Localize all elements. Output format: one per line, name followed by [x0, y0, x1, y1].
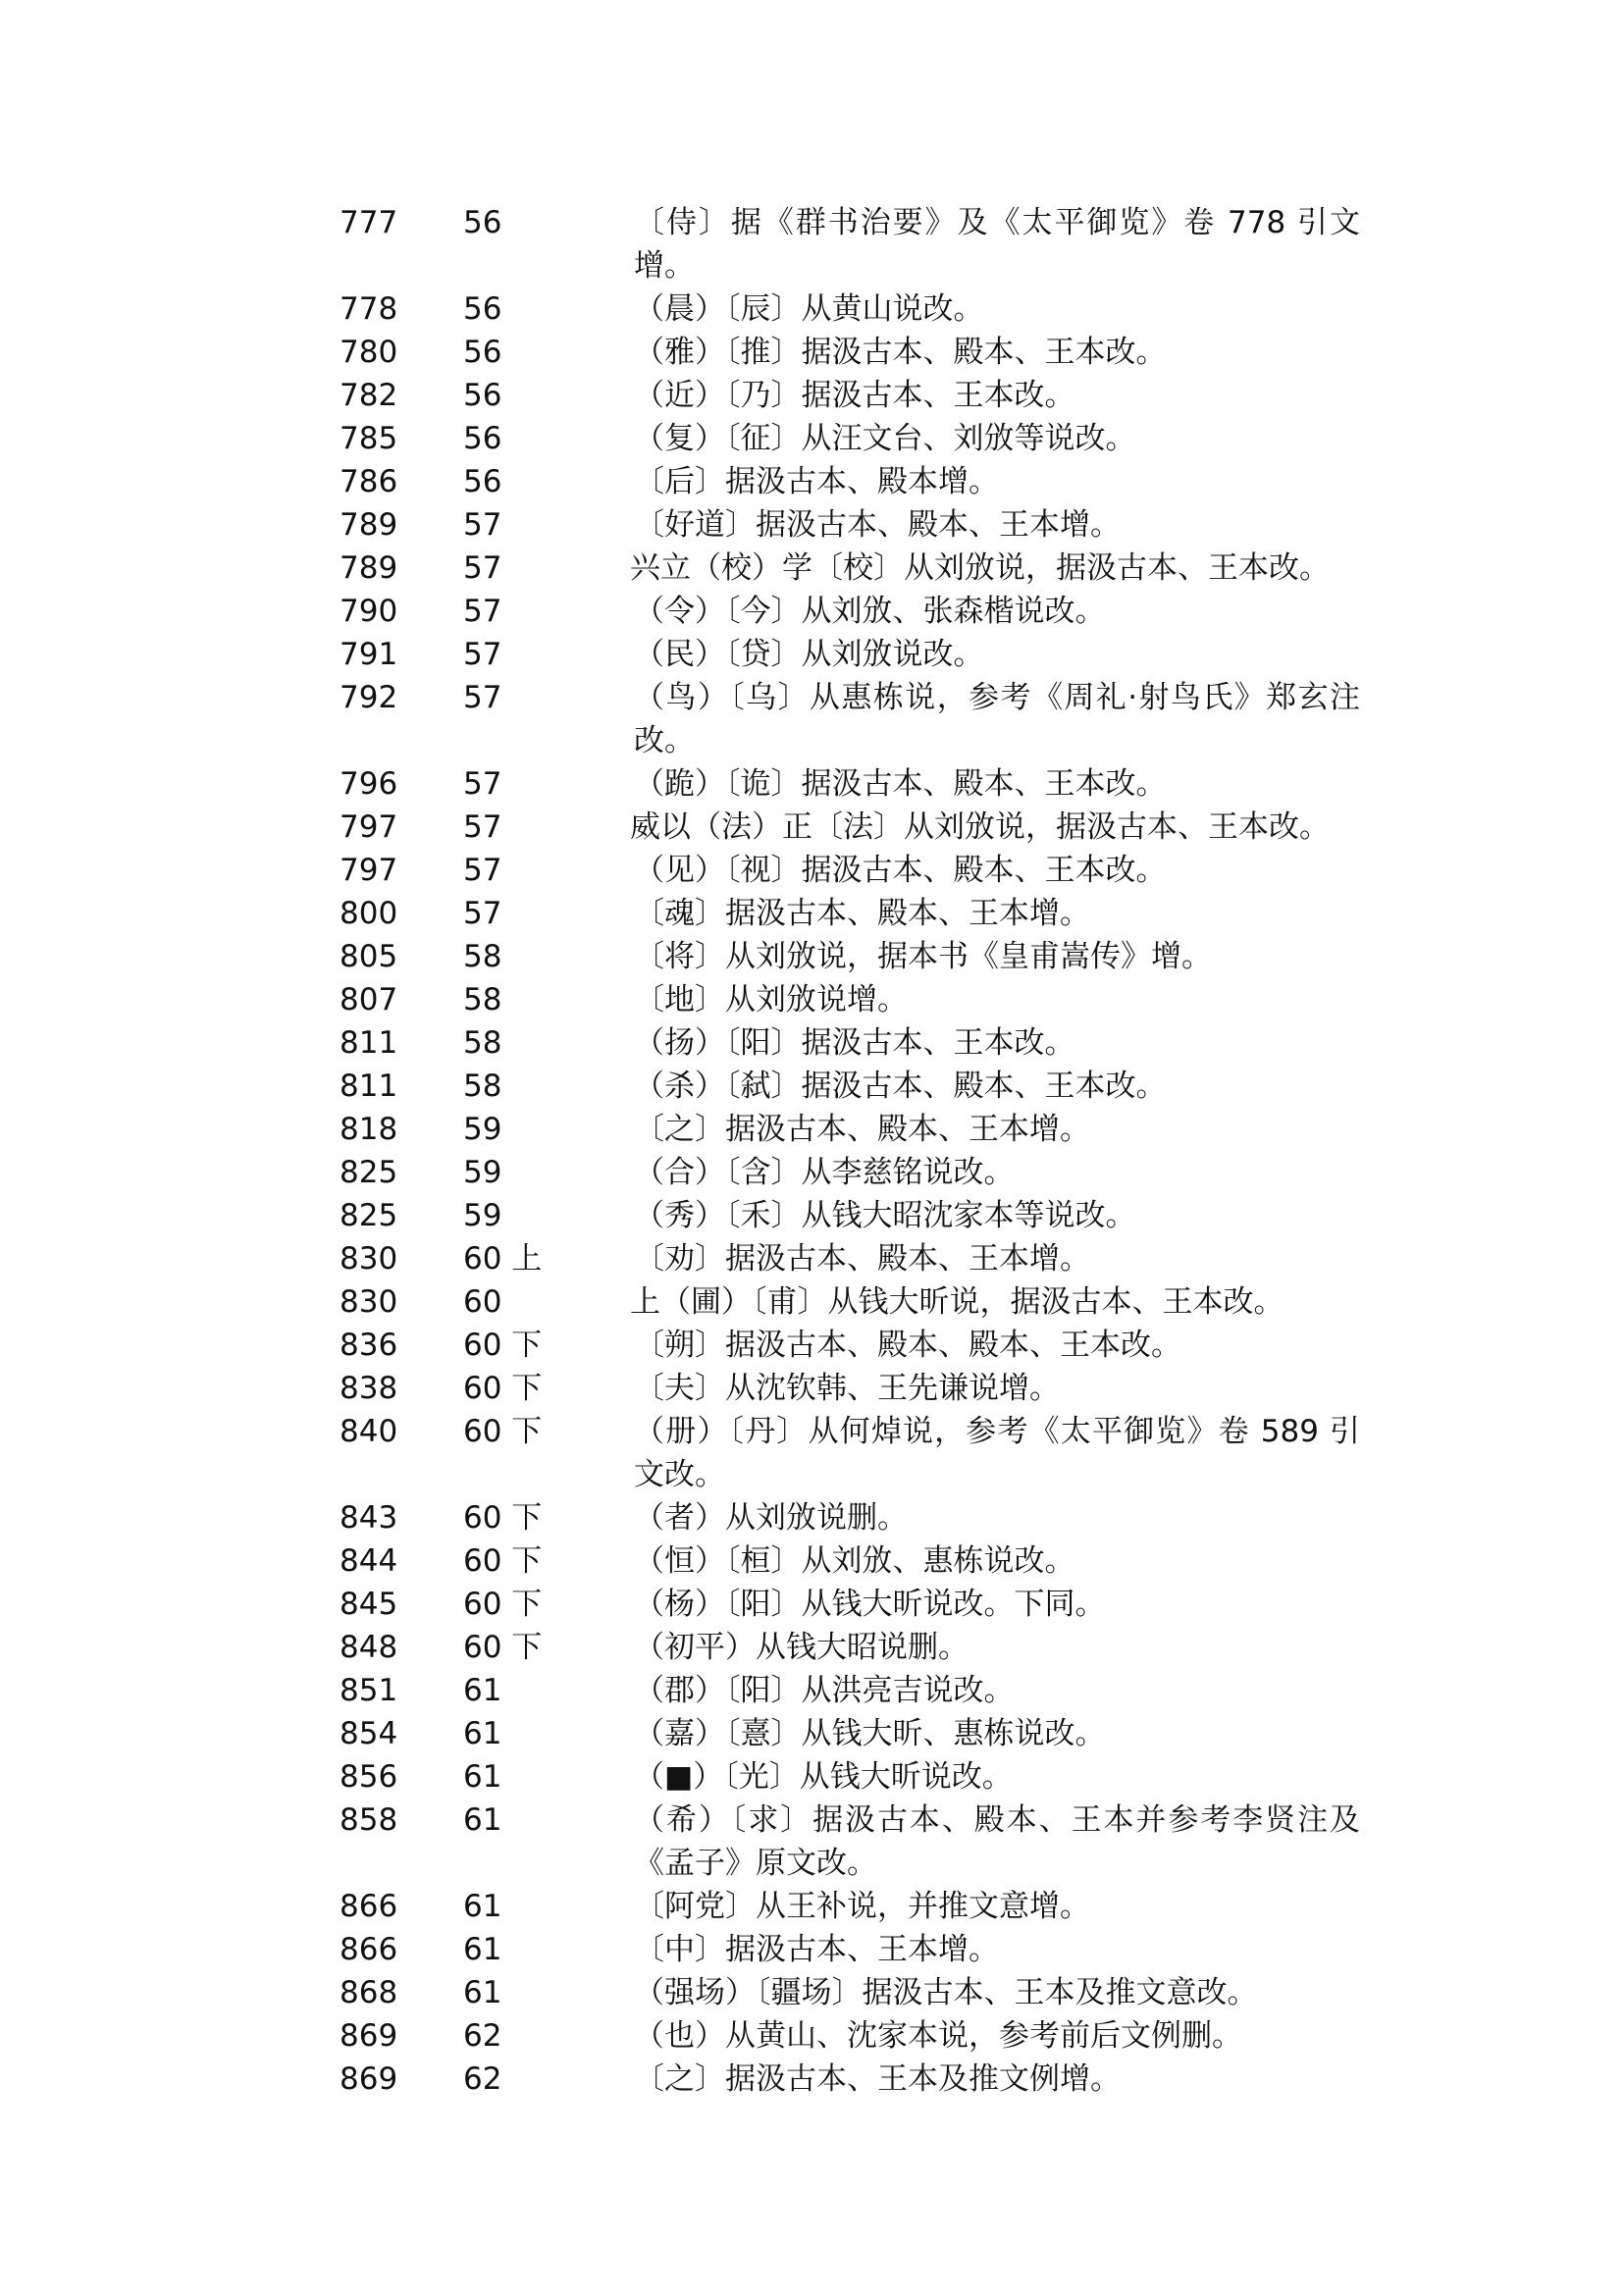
page-number: 843 — [340, 1500, 398, 1536]
table-row — [340, 1755, 1370, 1799]
table-row — [340, 503, 1370, 547]
juan-number: 57 — [463, 550, 502, 586]
collation-note: 〔阿党〕从王补说，并推文意增。 — [634, 1889, 1090, 1924]
collation-note: 〔劝〕据汲古本、殿本、王本增。 — [634, 1241, 1090, 1277]
collation-note: 〔中〕据汲古本、王本增。 — [634, 1932, 999, 1967]
page-number: 805 — [340, 939, 398, 974]
collation-note: （民）〔贷〕从刘攽说改。 — [634, 637, 984, 672]
collation-note: （复）〔征〕从汪文台、刘攽等说改。 — [634, 421, 1136, 456]
table-row — [340, 1151, 1370, 1194]
table-row — [340, 287, 1370, 331]
collation-note: （合）〔含〕从李慈铭说改。 — [634, 1155, 1015, 1190]
juan-number: 60 下 — [463, 1587, 543, 1622]
collation-note: 威以（法）正〔法〕从刘攽说，据汲古本、王本改。 — [630, 809, 1330, 845]
table-row — [340, 417, 1370, 460]
juan-number: 57 — [463, 680, 502, 715]
juan-number: 57 — [463, 853, 502, 888]
page-number: 868 — [340, 1975, 398, 2010]
page-number: 789 — [340, 550, 398, 586]
juan-number: 60 下 — [463, 1371, 543, 1406]
table-row — [340, 1237, 1370, 1280]
collation-note: （初平）从钱大昭说删。 — [634, 1630, 969, 1665]
page-number: 858 — [340, 1802, 398, 1838]
collation-note: 〔后〕据汲古本、殿本增。 — [634, 464, 999, 499]
table-row — [340, 1021, 1370, 1065]
page-number: 840 — [340, 1414, 398, 1449]
page-number: 836 — [340, 1328, 398, 1363]
collation-note: 〔好道〕据汲古本、殿本、王本增。 — [634, 507, 1121, 543]
collation-note: 〔将〕从刘攽说，据本书《皇甫嵩传》增。 — [634, 939, 1212, 974]
collation-note: （希）〔求〕据汲古本、殿本、王本并参考李贤注及《孟子》原文改。 — [634, 1802, 1360, 1881]
table-row — [340, 806, 1370, 849]
collation-note: 〔朔〕据汲古本、殿本、殿本、王本改。 — [634, 1328, 1181, 1363]
table-row — [340, 849, 1370, 892]
juan-number: 62 — [463, 2018, 502, 2054]
page-number: 797 — [340, 809, 398, 845]
juan-number: 57 — [463, 766, 502, 802]
page-number: 807 — [340, 982, 398, 1017]
table-row — [340, 1885, 1370, 1928]
collation-note: 〔地〕从刘攽说增。 — [634, 982, 908, 1017]
table-row — [340, 1583, 1370, 1626]
collation-note: （见）〔视〕据汲古本、殿本、王本改。 — [634, 853, 1167, 888]
juan-number: 58 — [463, 1025, 502, 1061]
collation-note: （近）〔乃〕据汲古本、王本改。 — [634, 378, 1075, 413]
page-number: 869 — [340, 2018, 398, 2054]
collation-note: （嘉）〔憙〕从钱大昕、惠栋说改。 — [634, 1716, 1106, 1751]
collation-note: （雅）〔推〕据汲古本、殿本、王本改。 — [634, 335, 1167, 370]
table-row — [340, 1280, 1370, 1324]
page-number: 785 — [340, 421, 398, 456]
page-number: 825 — [340, 1155, 398, 1190]
juan-number: 60 下 — [463, 1630, 543, 1665]
table-row — [340, 1971, 1370, 2014]
collation-note: 〔之〕据汲古本、王本及推文例增。 — [634, 2061, 1121, 2097]
table-row — [340, 762, 1370, 806]
page-number: 792 — [340, 680, 398, 715]
page-number: 797 — [340, 853, 398, 888]
table-row — [340, 1539, 1370, 1583]
collation-note: 〔魂〕据汲古本、殿本、王本增。 — [634, 896, 1090, 931]
page-number: 778 — [340, 291, 398, 327]
collation-note: （册）〔丹〕从何焯说，参考《太平御览》卷 589 引文改。 — [634, 1414, 1360, 1492]
table-row — [340, 1065, 1370, 1108]
page-number: 790 — [340, 594, 398, 629]
table-row — [340, 1928, 1370, 1971]
juan-number: 61 — [463, 1889, 502, 1924]
juan-number: 60 — [463, 1284, 502, 1320]
juan-number: 56 — [463, 291, 502, 327]
table-row — [340, 1496, 1370, 1539]
juan-number: 61 — [463, 1759, 502, 1795]
table-row — [340, 1410, 1370, 1496]
juan-number: 58 — [463, 1069, 502, 1104]
page-number: 844 — [340, 1543, 398, 1579]
page-number: 845 — [340, 1587, 398, 1622]
table-row — [340, 978, 1370, 1021]
page-number: 856 — [340, 1759, 398, 1795]
table-row — [340, 2014, 1370, 2058]
table-row — [340, 1712, 1370, 1755]
page-number: 838 — [340, 1371, 398, 1406]
page-number: 825 — [340, 1198, 398, 1233]
juan-number: 58 — [463, 939, 502, 974]
page-number: 830 — [340, 1241, 398, 1277]
juan-number: 60 上 — [463, 1241, 543, 1277]
page-number: 866 — [340, 1932, 398, 1967]
collation-notes-table — [340, 201, 1370, 2101]
collation-note: （者）从刘攽说删。 — [634, 1500, 908, 1536]
collation-note: （也）从黄山、沈家本说，参考前后文例删。 — [634, 2018, 1242, 2054]
juan-number: 61 — [463, 1716, 502, 1751]
juan-number: 61 — [463, 1673, 502, 1708]
juan-number: 56 — [463, 421, 502, 456]
page-number: 777 — [340, 205, 398, 240]
page-number: 786 — [340, 464, 398, 499]
collation-note: （杨）〔阳〕从钱大昕说改。下同。 — [634, 1587, 1106, 1622]
page-number: 811 — [340, 1025, 398, 1061]
table-row — [340, 374, 1370, 417]
collation-note: （鸟）〔乌〕从惠栋说，参考《周礼·射鸟氏》郑玄注改。 — [634, 680, 1360, 758]
juan-number: 58 — [463, 982, 502, 1017]
table-row — [340, 331, 1370, 374]
table-row — [340, 676, 1370, 762]
table-row — [340, 547, 1370, 590]
table-row — [340, 590, 1370, 633]
collation-note: 〔侍〕据《群书治要》及《太平御览》卷 778 引文增。 — [634, 205, 1360, 284]
collation-note: （令）〔今〕从刘攽、张森楷说改。 — [634, 594, 1106, 629]
table-row — [340, 1799, 1370, 1885]
collation-note: （扬）〔阳〕据汲古本、王本改。 — [634, 1025, 1075, 1061]
collation-note: （郡）〔阳〕从洪亮吉说改。 — [634, 1673, 1015, 1708]
juan-number: 56 — [463, 335, 502, 370]
collation-note: 〔夫〕从沈钦韩、王先谦说增。 — [634, 1371, 1060, 1406]
table-row — [340, 892, 1370, 935]
page-number: 848 — [340, 1630, 398, 1665]
page-number: 851 — [340, 1673, 398, 1708]
collation-note: （恒）〔桓〕从刘攽、惠栋说改。 — [634, 1543, 1075, 1579]
collation-note: （跪）〔诡〕据汲古本、殿本、王本改。 — [634, 766, 1167, 802]
juan-number: 60 下 — [463, 1543, 543, 1579]
juan-number: 56 — [463, 378, 502, 413]
juan-number: 60 下 — [463, 1500, 543, 1536]
juan-number: 61 — [463, 1802, 502, 1838]
collation-note: 上（圃）〔甫〕从钱大昕说，据汲古本、王本改。 — [630, 1284, 1284, 1320]
juan-number: 60 下 — [463, 1328, 543, 1363]
page-number: 818 — [340, 1112, 398, 1147]
table-row — [340, 2058, 1370, 2101]
juan-number: 59 — [463, 1112, 502, 1147]
juan-number: 59 — [463, 1155, 502, 1190]
juan-number: 56 — [463, 205, 502, 240]
page-number: 789 — [340, 507, 398, 543]
table-row — [340, 1669, 1370, 1712]
page-number: 866 — [340, 1889, 398, 1924]
table-row — [340, 935, 1370, 978]
page-number: 869 — [340, 2061, 398, 2097]
page-number: 782 — [340, 378, 398, 413]
juan-number: 62 — [463, 2061, 502, 2097]
juan-number: 57 — [463, 594, 502, 629]
juan-number: 57 — [463, 507, 502, 543]
table-row — [340, 201, 1370, 287]
collation-note: 〔之〕据汲古本、殿本、王本增。 — [634, 1112, 1090, 1147]
collation-note: 兴立（校）学〔校〕从刘攽说，据汲古本、王本改。 — [630, 550, 1330, 586]
page-number: 854 — [340, 1716, 398, 1751]
juan-number: 57 — [463, 809, 502, 845]
collation-note: （■）〔光〕从钱大昕说改。 — [634, 1759, 1013, 1795]
collation-note: （杀）〔弑〕据汲古本、殿本、王本改。 — [634, 1069, 1167, 1104]
juan-number: 57 — [463, 637, 502, 672]
page-number: 830 — [340, 1284, 398, 1320]
table-row — [340, 1367, 1370, 1410]
juan-number: 57 — [463, 896, 502, 931]
table-row — [340, 460, 1370, 503]
table-row — [340, 1626, 1370, 1669]
table-row — [340, 633, 1370, 676]
page-number: 800 — [340, 896, 398, 931]
juan-number: 61 — [463, 1932, 502, 1967]
page-number: 780 — [340, 335, 398, 370]
juan-number: 60 下 — [463, 1414, 543, 1449]
juan-number: 61 — [463, 1975, 502, 2010]
page-number: 796 — [340, 766, 398, 802]
collation-note: （晨）〔辰〕从黄山说改。 — [634, 291, 984, 327]
table-row — [340, 1324, 1370, 1367]
juan-number: 56 — [463, 464, 502, 499]
collation-note: （秀）〔禾〕从钱大昭沈家本等说改。 — [634, 1198, 1136, 1233]
page-number: 811 — [340, 1069, 398, 1104]
juan-number: 59 — [463, 1198, 502, 1233]
table-row — [340, 1194, 1370, 1237]
table-row — [340, 1108, 1370, 1151]
collation-note: （强场）〔疆场〕据汲古本、王本及推文意改。 — [634, 1975, 1258, 2010]
page-number: 791 — [340, 637, 398, 672]
